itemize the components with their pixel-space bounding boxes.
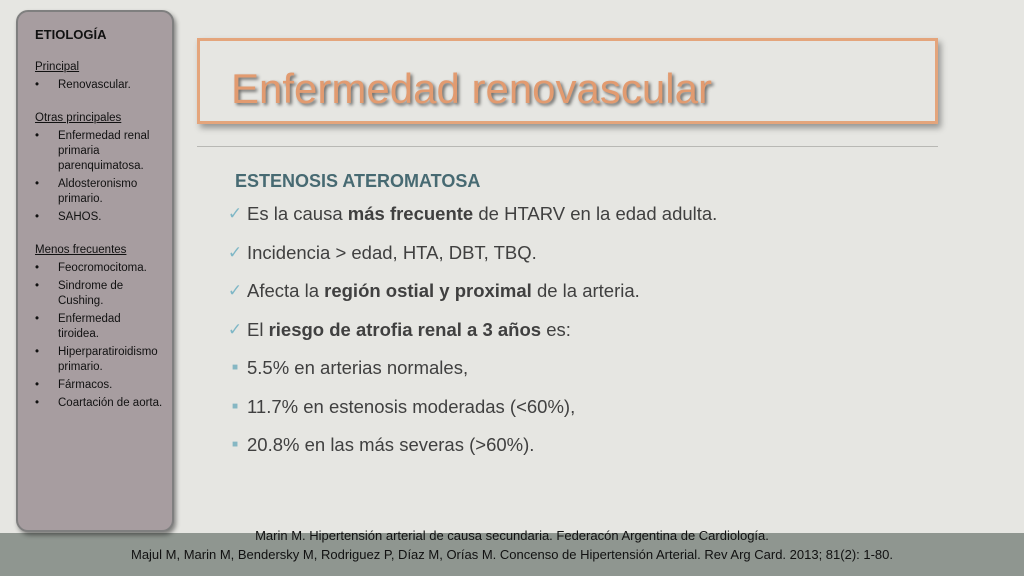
bullet-text: Incidencia > edad, HTA, DBT, TBQ.: [247, 241, 537, 263]
bullet-row: [226, 311, 926, 350]
sidebar-heading: ETIOLOGÍA: [35, 27, 107, 42]
square-bullet-icon: ■: [231, 400, 239, 412]
sidebar-list-item: • Coartación de aorta.: [35, 396, 164, 411]
sidebar-list-item: • Fármacos.: [35, 378, 164, 393]
checkmark-icon: ✓: [227, 319, 243, 339]
title-frame: [197, 38, 938, 124]
bullet-emphasis: riesgo de atrofia renal a 3 años: [268, 318, 542, 340]
slide-title: Enfermedad renovascular: [231, 65, 712, 112]
sidebar-section-menos-title: Menos frecuentes: [35, 244, 127, 256]
sidebar-list-item: • SAHOS.: [35, 210, 164, 225]
sidebar-section-principal-list: [35, 78, 164, 93]
sidebar-list-item: • Hiperparatiroidismo primario.: [35, 345, 164, 375]
bullet-row: [226, 388, 926, 427]
sidebar-list-item: • Renovascular.: [35, 78, 164, 93]
bullet-row: [226, 234, 926, 273]
bullet-emphasis: región ostial y proximal: [324, 280, 532, 301]
sidebar-list-item: • Feocromocitoma.: [35, 261, 164, 276]
sidebar-section-otras-list: [35, 129, 164, 225]
slide-content: [226, 167, 926, 465]
sidebar-section-otras-title: Otras principales: [35, 112, 122, 124]
checkmark-icon: ✓: [227, 204, 243, 223]
checkmark-icon: ✓: [227, 242, 243, 262]
bullet-text: El: [247, 318, 269, 340]
divider: [197, 146, 938, 147]
bullet-text: de la arteria.: [531, 280, 640, 301]
bullet-text: 11.7% en estenosis moderadas (<60%),: [247, 395, 576, 417]
bullet-text: 5.5% en arterias normales,: [247, 357, 469, 378]
bullet-text: Es la causa: [247, 203, 348, 224]
bullet-row: [226, 272, 926, 311]
bullet-text: Afecta la: [247, 280, 325, 301]
square-bullet-icon: ■: [231, 362, 239, 373]
sidebar-list-item: • Sindrome de Cushing.: [35, 279, 164, 309]
slide-subtitle: ESTENOSIS ATEROMATOSA: [235, 171, 481, 191]
checkmark-icon: ✓: [227, 281, 243, 300]
bullet-row: [226, 195, 926, 234]
sidebar-list-item: • Enfermedad tiroidea.: [35, 312, 164, 342]
reference-line: Majul M, Marin M, Bendersky M, Rodriguez P, Díaz M, Orías M. Concenso de Hipertensión Arterial. Rev Arg Card. 2013; 81(2): 1-80.: [130, 547, 894, 562]
reference-line: Marin M. Hipertensión arterial de causa secundaria. Federacón Argentina de Cardiología.: [255, 528, 769, 543]
bullet-text: es:: [541, 318, 571, 340]
square-bullet-icon: ■: [231, 439, 239, 450]
bullet-emphasis: más frecuente: [347, 203, 474, 224]
sidebar-list-item: • Aldosteronismo primario.: [35, 177, 164, 207]
sidebar-section-menos-list: [35, 261, 164, 411]
bullet-row: [226, 426, 926, 465]
bullet-row: [226, 349, 926, 388]
references: [0, 526, 1024, 564]
etiology-sidebar: [16, 10, 174, 532]
sidebar-section-principal-title: Principal: [35, 61, 80, 73]
bullet-text: de HTARV en la edad adulta.: [473, 203, 718, 224]
sidebar-list-item: • Enfermedad renal primaria parenquimatosa.: [35, 129, 164, 174]
bullet-text: 20.8% en las más severas (>60%).: [247, 434, 535, 455]
